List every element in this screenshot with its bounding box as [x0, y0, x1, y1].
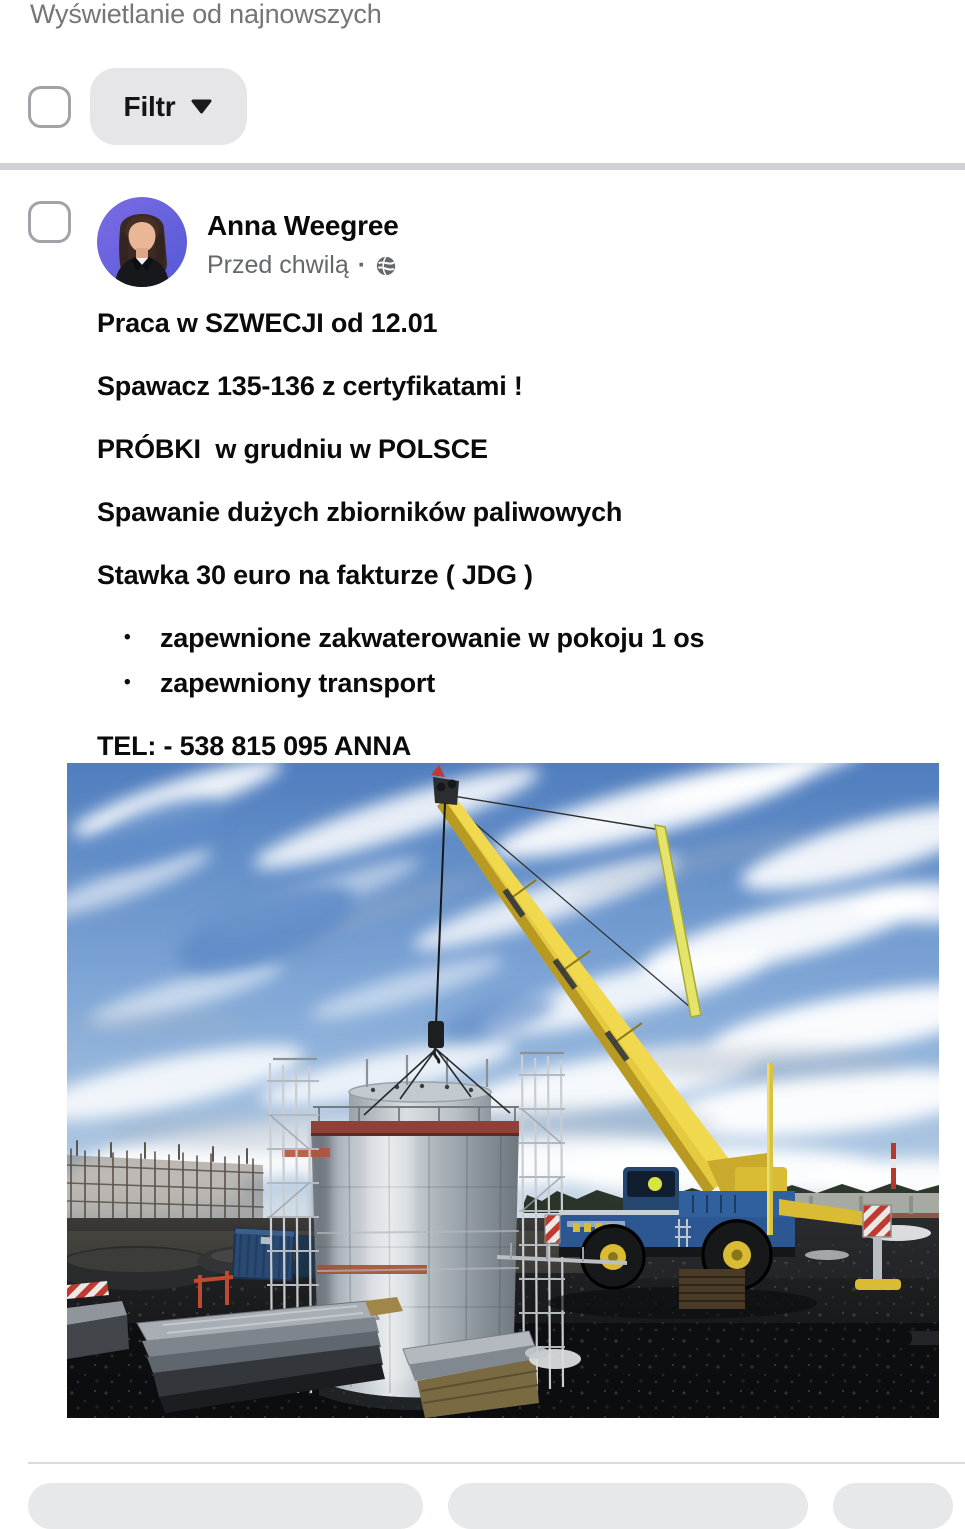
post-line: Spawanie dużych zbiorników paliwowych — [97, 497, 623, 527]
quick-action-pill-1[interactable] — [28, 1483, 423, 1529]
bullet-icon: • — [124, 627, 131, 648]
post-bullet-item — [97, 669, 907, 697]
sort-order-label: Wyświetlanie od najnowszych — [30, 0, 382, 29]
filter-button-label: Filtr — [123, 90, 176, 122]
post-photo-image[interactable] — [67, 763, 939, 1418]
bullet-icon: • — [124, 672, 131, 693]
post-meta[interactable] — [207, 251, 397, 280]
quick-action-pill-2[interactable] — [448, 1483, 808, 1529]
avatar[interactable] — [97, 197, 187, 287]
footer-divider — [28, 1462, 965, 1464]
section-divider — [0, 163, 965, 170]
post-line: Praca w SZWECJI od 12.01 — [97, 308, 438, 338]
post-bullet-item — [97, 624, 907, 652]
post-photo[interactable] — [67, 763, 939, 1418]
post-timestamp[interactable]: Przed chwilą — [207, 251, 349, 279]
filter-button[interactable] — [90, 68, 247, 145]
select-all-checkbox[interactable] — [28, 86, 71, 128]
post-line: Spawacz 135-136 z certyfikatami ! — [97, 371, 523, 401]
globe-icon — [375, 255, 397, 277]
post-select-checkbox[interactable] — [28, 201, 71, 243]
post-line: Stawka 30 euro na fakturze ( JDG ) — [97, 560, 533, 590]
quick-action-pill-3[interactable] — [833, 1483, 953, 1529]
post-contact-line: TEL: - 538 815 095 ANNA — [97, 731, 412, 761]
post-author-name[interactable]: Anna Weegree — [207, 210, 399, 241]
bullet-text: zapewnione zakwaterowanie w pokoju 1 os — [160, 623, 705, 653]
caret-down-icon — [190, 98, 213, 115]
post-body — [97, 309, 907, 795]
meta-separator: · — [357, 251, 367, 279]
post-line: PRÓBKI w grudniu w POLSCE — [97, 434, 488, 464]
bullet-text: zapewniony transport — [160, 668, 436, 698]
